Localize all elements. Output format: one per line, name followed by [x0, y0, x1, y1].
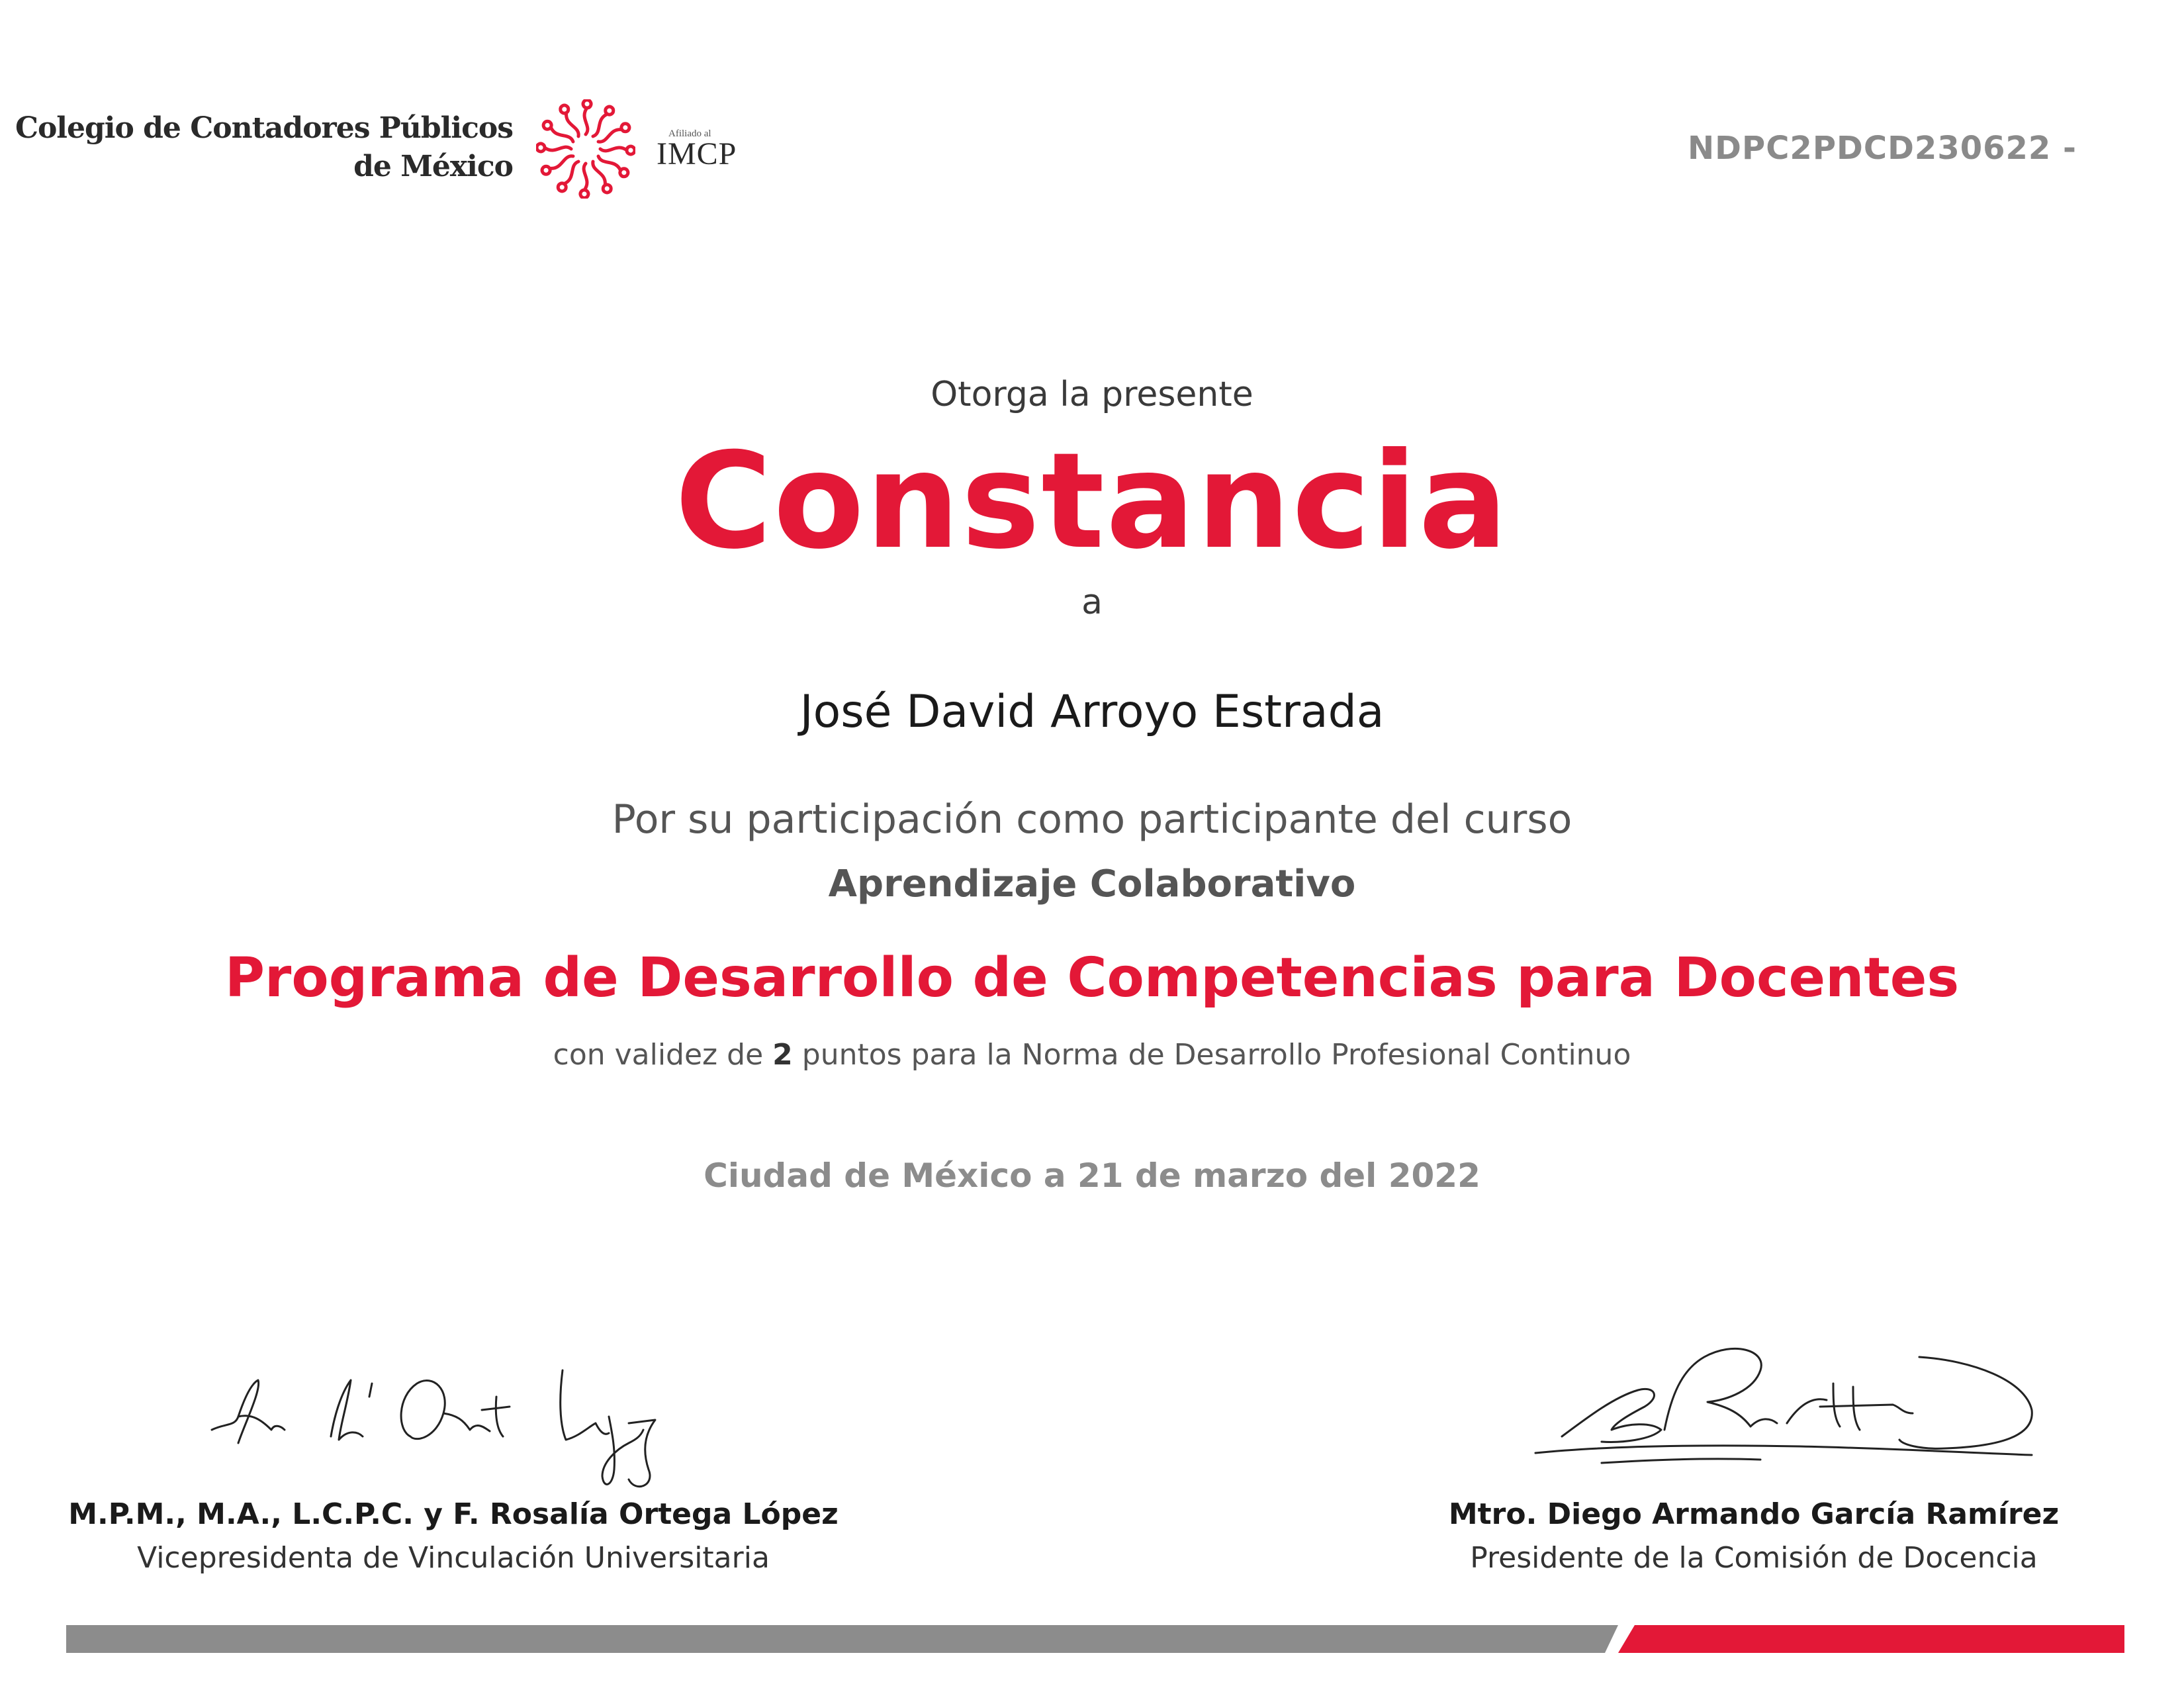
org-name-line1: Colegio de Contadores Públicos: [15, 111, 513, 145]
affiliate-name: IMCP: [657, 136, 737, 171]
imcp-emblem-icon: [536, 99, 635, 199]
recipient-name: José David Arroyo Estrada: [799, 686, 1385, 738]
validity-points: 2: [772, 1038, 793, 1072]
folio-number: NDPC2PDCD230622 -: [1688, 130, 2077, 167]
signatory-right-role: Presidente de la Comisión de Docencia: [1470, 1541, 2038, 1575]
org-name-line2: de México: [353, 150, 513, 183]
signatory-left-role: Vicepresidenta de Vinculación Universitaria: [137, 1541, 770, 1575]
certificate-title: Constancia: [674, 424, 1510, 579]
issue-date: Ciudad de México a 21 de marzo del 2022: [704, 1156, 1480, 1195]
program-name: Programa de Desarrollo de Competencias para Docentes: [224, 947, 1960, 1009]
signature-right-image: [1522, 1331, 2038, 1489]
validity-prefix: con validez de: [553, 1038, 764, 1072]
signatory-left-name: M.P.M., M.A., L.C.P.C. y F. Rosalía Ortega López: [68, 1497, 839, 1531]
validity-suffix: puntos para la Norma de Desarrollo Profesional Continuo: [801, 1038, 1631, 1072]
participation-text: Por su participación como participante del curso: [612, 796, 1572, 843]
signatory-right-name: Mtro. Diego Armando García Ramírez: [1448, 1497, 2060, 1531]
footer-stripe: [66, 1625, 2124, 1653]
intro-text: Otorga la presente: [931, 375, 1253, 414]
validity-text: [0, 1038, 2184, 1072]
affiliate-label: Afiliado al: [668, 128, 711, 139]
to-text: a: [1081, 583, 1103, 622]
course-name: Aprendizaje Colaborativo: [828, 863, 1356, 906]
signature-left-image: [199, 1344, 675, 1496]
